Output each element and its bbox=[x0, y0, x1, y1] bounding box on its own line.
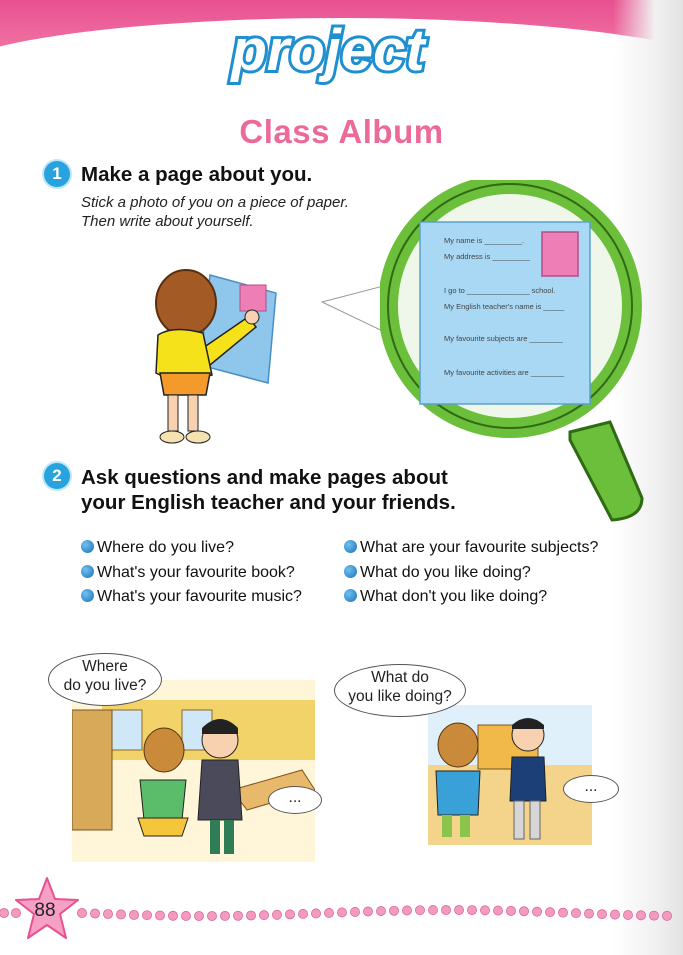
footer-dot bbox=[649, 911, 658, 920]
footer-dot bbox=[311, 909, 320, 918]
svg-text:project: project bbox=[231, 18, 425, 83]
footer-dot bbox=[415, 906, 424, 915]
bullet-icon bbox=[344, 589, 357, 602]
profile-form bbox=[424, 230, 590, 410]
question-text: Where do you live? bbox=[97, 539, 234, 556]
step1-instruction bbox=[81, 193, 349, 231]
question-text: What do you like doing? bbox=[360, 563, 531, 581]
page-title: Class Album bbox=[239, 113, 444, 150]
speech-bubble-1 bbox=[48, 653, 162, 706]
questions-right bbox=[344, 536, 598, 610]
form-line: My English teacher's name is _____ bbox=[444, 302, 565, 311]
question-item bbox=[344, 536, 598, 561]
question-item bbox=[81, 536, 302, 561]
footer-dot bbox=[324, 908, 333, 917]
footer-dot bbox=[441, 905, 450, 914]
bubble-line: you like doing? bbox=[348, 688, 452, 705]
question-text: What's your favourite music? bbox=[97, 588, 302, 605]
bullet-icon bbox=[81, 565, 94, 578]
reply-bubble-1: ... bbox=[268, 786, 322, 814]
footer-dot bbox=[103, 909, 112, 918]
instruction-line-2: Then write about yourself. bbox=[81, 213, 254, 230]
footer-dot bbox=[168, 911, 177, 920]
reply-bubble-2: ... bbox=[563, 775, 619, 803]
footer-dot bbox=[506, 906, 515, 915]
footer-dot bbox=[142, 911, 151, 920]
footer-dot bbox=[480, 906, 489, 915]
footer-dot bbox=[428, 905, 437, 914]
step2-heading-line-1: Ask questions and make pages about bbox=[81, 466, 448, 489]
question-item bbox=[81, 585, 302, 610]
footer-dot bbox=[610, 910, 619, 919]
footer-dot bbox=[90, 909, 99, 918]
footer-dot bbox=[181, 911, 190, 920]
footer-dot bbox=[298, 909, 307, 918]
speech-bubble-2 bbox=[334, 664, 466, 717]
question-text: What don't you like doing? bbox=[360, 588, 548, 605]
step2-heading-line-2: your English teacher and your friends. bbox=[81, 491, 456, 514]
bubble-line: What do bbox=[371, 669, 429, 686]
footer-dot bbox=[467, 906, 476, 915]
footer-dot bbox=[285, 910, 294, 919]
footer-dot bbox=[532, 907, 541, 916]
footer-dot bbox=[207, 911, 216, 920]
footer-dot bbox=[571, 909, 580, 918]
footer-dot bbox=[0, 908, 9, 917]
bullet-icon bbox=[81, 540, 94, 553]
footer-dot bbox=[246, 911, 255, 920]
bullet-icon bbox=[344, 565, 357, 578]
question-item bbox=[344, 585, 598, 610]
footer-dot bbox=[259, 911, 268, 920]
form-line: My favourite subjects are ________ bbox=[444, 334, 563, 343]
boy-illustration bbox=[148, 255, 288, 455]
bullet-icon bbox=[344, 540, 357, 553]
footer-dot bbox=[636, 911, 645, 920]
step1-heading: Make a page about you. bbox=[81, 163, 313, 186]
bubble-line: Where bbox=[82, 658, 128, 675]
bullet-icon bbox=[81, 589, 94, 602]
footer-dot bbox=[662, 911, 671, 920]
scene-interview-1 bbox=[72, 680, 315, 862]
footer-dot bbox=[558, 908, 567, 917]
form-line: My name is _________. bbox=[444, 236, 525, 245]
questions-left bbox=[81, 536, 302, 610]
bubble-line: do you live? bbox=[63, 677, 147, 694]
footer-dot bbox=[337, 908, 346, 917]
step2-heading bbox=[81, 465, 456, 515]
footer-dot bbox=[519, 907, 528, 916]
footer-dot bbox=[233, 911, 242, 920]
question-text: What are your favourite subjects? bbox=[360, 539, 599, 556]
footer-dot bbox=[389, 906, 398, 915]
footer-dot bbox=[376, 906, 385, 915]
project-logo bbox=[178, 8, 478, 88]
question-text: What's your favourite book? bbox=[97, 563, 295, 581]
footer-dot bbox=[597, 910, 606, 919]
question-item bbox=[344, 561, 598, 586]
footer-dot bbox=[402, 906, 411, 915]
step-number-1: 1 bbox=[44, 161, 70, 187]
footer-dot bbox=[220, 911, 229, 920]
footer-dot bbox=[194, 911, 203, 920]
footer-dots bbox=[0, 895, 683, 925]
footer-dot bbox=[454, 905, 463, 914]
footer-dot bbox=[623, 910, 632, 919]
page-number: 88 bbox=[34, 900, 56, 921]
instruction-line-1: Stick a photo of you on a piece of paper. bbox=[81, 194, 349, 211]
footer-dot bbox=[272, 910, 281, 919]
footer-dot bbox=[116, 910, 125, 919]
scene2-illustration bbox=[428, 705, 592, 845]
footer-dot bbox=[584, 909, 593, 918]
form-line: I go to _______________ school. bbox=[444, 286, 556, 295]
footer-dot bbox=[545, 908, 554, 917]
scene1-illustration bbox=[72, 680, 315, 862]
question-item bbox=[81, 561, 302, 586]
footer-dot bbox=[155, 911, 164, 920]
footer-dot bbox=[493, 906, 502, 915]
footer-dot bbox=[129, 910, 138, 919]
scene-interview-2 bbox=[428, 705, 592, 845]
footer-dot bbox=[350, 907, 359, 916]
form-line: My address is _________ bbox=[444, 252, 530, 261]
footer-dot bbox=[363, 907, 372, 916]
step-number-2: 2 bbox=[44, 463, 70, 489]
form-line: My favourite activities are ________ bbox=[444, 368, 565, 377]
